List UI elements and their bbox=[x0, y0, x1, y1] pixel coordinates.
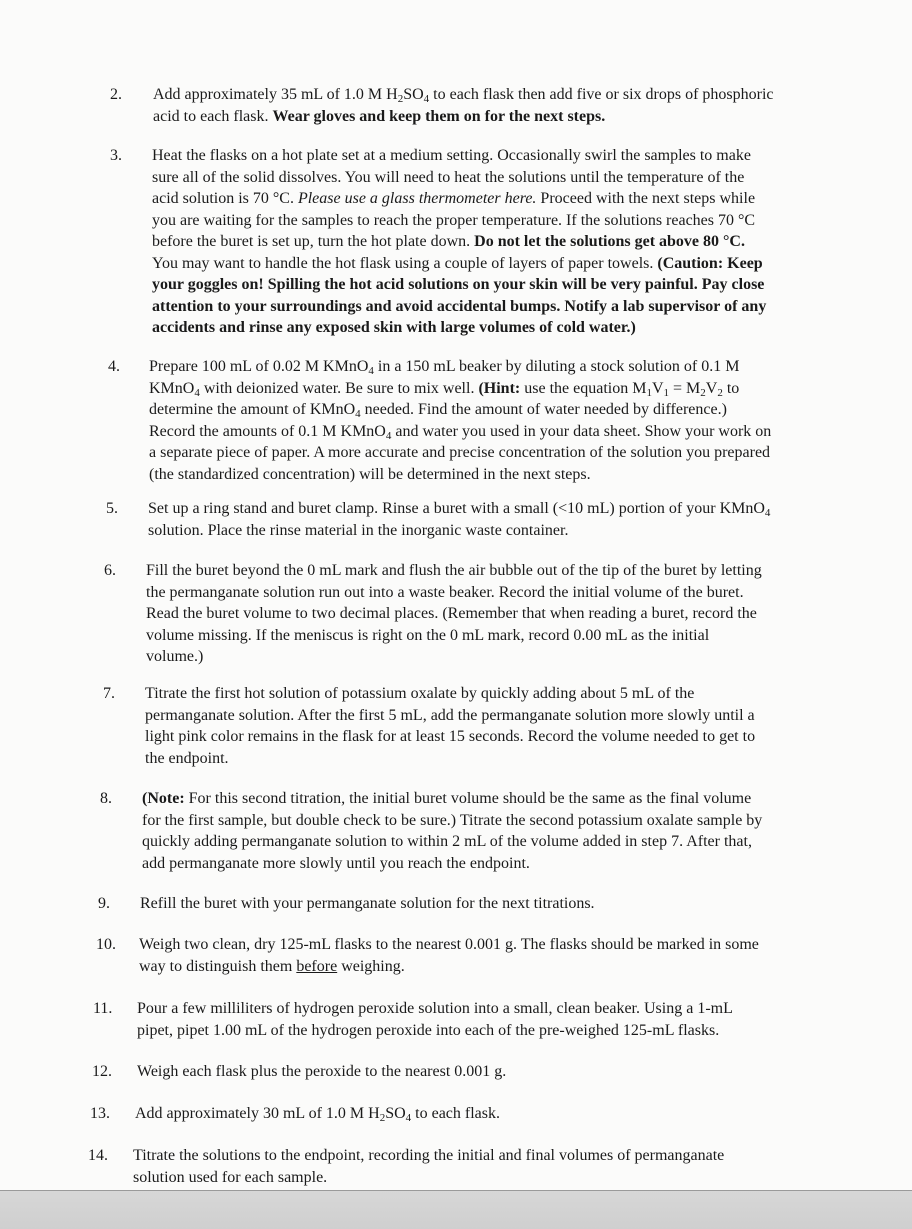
text-segment: Record the amounts of 0.1 M KMnO bbox=[149, 422, 386, 440]
step-number: 14. bbox=[88, 1147, 108, 1164]
text-segment: the permanganate solution run out into a waste beaker. Record the initial volume of the buret. bbox=[146, 583, 744, 601]
text-segment: 1 bbox=[646, 386, 652, 399]
text-segment: volume.) bbox=[146, 648, 204, 665]
text-segment: light pink color remains in the flask for at least 15 seconds. Record the volume needed to get to bbox=[145, 728, 756, 745]
text-line bbox=[152, 210, 766, 232]
text-segment: V bbox=[651, 379, 664, 397]
text-segment: before the buret is set up, turn the hot plate down. bbox=[152, 233, 475, 250]
step-text bbox=[145, 683, 755, 769]
text-line bbox=[145, 748, 755, 770]
step-number: 12. bbox=[92, 1063, 112, 1080]
text-segment: Weigh each flask plus the peroxide to the nearest 0.001 g. bbox=[137, 1063, 507, 1080]
text-segment: 4 bbox=[423, 93, 430, 105]
text-segment: 2 bbox=[717, 386, 723, 399]
step-number: 5. bbox=[106, 500, 118, 517]
text-segment: Weigh two clean, dry 125-mL flasks to the nearest 0.001 g. The flasks should be marked in some bbox=[139, 936, 759, 953]
text-segment: with deionized water. Be sure to mix well. bbox=[199, 379, 479, 397]
text-segment: 4 bbox=[405, 1112, 412, 1124]
text-segment: (the standardized concentration) will be determined in the next steps. bbox=[149, 465, 591, 483]
text-segment: attention to your surroundings and avoid accidental bumps. Notify a lab supervisor of any bbox=[152, 297, 767, 315]
text-segment: Add approximately 35 mL of 1.0 M H bbox=[153, 86, 398, 103]
text-line bbox=[152, 296, 766, 318]
step-number: 8. bbox=[100, 790, 112, 807]
text-segment: 2 bbox=[700, 386, 706, 399]
text-segment: before bbox=[296, 957, 338, 975]
text-segment: permanganate solution. After the first 5 mL, add the permanganate solution more slowly until a bbox=[145, 706, 755, 724]
text-line bbox=[152, 253, 766, 275]
text-segment: = M bbox=[669, 379, 701, 397]
text-line bbox=[145, 726, 755, 748]
text-segment: Prepare 100 mL of 0.02 M KMnO bbox=[149, 358, 369, 375]
text-segment: acid solution is 70 °C. bbox=[152, 190, 298, 207]
step-text bbox=[142, 788, 762, 874]
step-text bbox=[140, 893, 595, 915]
text-segment: For this second titration, the initial buret volume should be the same as the final volume bbox=[184, 790, 752, 807]
text-segment: Proceed with the next steps while bbox=[536, 190, 756, 207]
step-number: 2. bbox=[110, 86, 122, 103]
text-segment: in a 150 mL beaker by diluting a stock solution of 0.1 M bbox=[373, 358, 740, 375]
text-segment: Wear gloves and keep them on for the next steps. bbox=[272, 107, 606, 125]
text-line bbox=[140, 893, 595, 915]
text-line bbox=[133, 1145, 724, 1167]
text-line bbox=[145, 705, 755, 727]
text-line bbox=[137, 1020, 733, 1042]
text-segment: Pour a few milliliters of hydrogen peroxide solution into a small, clean beaker. Using a 1-mL bbox=[137, 1000, 733, 1017]
text-segment: 4 bbox=[355, 408, 361, 420]
step-number: 13. bbox=[90, 1105, 110, 1122]
text-segment: V bbox=[705, 379, 718, 397]
step-text bbox=[152, 145, 766, 339]
text-line bbox=[133, 1167, 724, 1189]
text-segment: Please use a glass thermometer here. bbox=[297, 190, 537, 207]
text-line bbox=[146, 560, 762, 582]
text-segment: 4 bbox=[764, 507, 771, 519]
step-text bbox=[133, 1145, 724, 1188]
viewer-bottom-bar bbox=[0, 1190, 912, 1229]
text-segment: quickly adding permanganate solution to within 2 mL of the volume added in step 7. After that, bbox=[142, 833, 752, 850]
text-segment: You may want to handle the hot flask using a couple of layers of paper towels. bbox=[152, 254, 658, 272]
text-line bbox=[139, 956, 759, 978]
text-line bbox=[149, 442, 771, 464]
text-segment: way to distinguish them bbox=[139, 957, 297, 975]
text-line bbox=[135, 1103, 500, 1125]
text-line bbox=[142, 810, 762, 832]
text-segment: solution. Place the rinse material in the inorganic waste container. bbox=[148, 521, 569, 539]
text-line bbox=[148, 498, 770, 520]
text-line bbox=[146, 603, 762, 625]
text-segment: to each flask then add five or six drops of phosphoric bbox=[429, 86, 774, 103]
text-segment: (Hint: bbox=[478, 379, 521, 397]
text-segment: a separate piece of paper. A more accurate and precise concentration of the solution you prepared bbox=[149, 444, 771, 461]
text-segment: pipet, pipet 1.00 mL of the hydrogen peroxide into each of the pre-weighed 125-mL flasks. bbox=[137, 1021, 720, 1039]
text-segment: 1 bbox=[663, 386, 669, 399]
text-segment: Titrate the solutions to the endpoint, recording the initial and final volumes of permanganate bbox=[133, 1147, 725, 1164]
text-segment: Set up a ring stand and buret clamp. Rinse a buret with a small (<10 mL) portion of your KMnO bbox=[148, 500, 765, 517]
text-line bbox=[137, 1061, 506, 1083]
text-line bbox=[149, 378, 771, 400]
text-segment: and water you used in your data sheet. Show your work on bbox=[391, 422, 772, 440]
text-line bbox=[149, 464, 771, 486]
text-segment: your goggles on! Spilling the hot acid solutions on your skin will be very painful. Pay close bbox=[152, 276, 765, 293]
text-segment: 2 bbox=[379, 1112, 386, 1124]
text-line bbox=[142, 831, 762, 853]
text-line bbox=[152, 188, 766, 210]
step-number: 6. bbox=[104, 562, 116, 579]
text-segment: 4 bbox=[368, 365, 374, 377]
text-segment: add permanganate more slowly until you reach the endpoint. bbox=[142, 854, 530, 872]
step-text bbox=[139, 934, 759, 977]
text-segment: Read the buret volume to two decimal places. (Remember that when reading a buret, record the bbox=[146, 605, 757, 622]
text-segment: for the first sample, but double check to be sure.) Titrate the second potassium oxalate sample by bbox=[142, 811, 763, 829]
text-segment: to each flask. bbox=[411, 1105, 501, 1122]
text-segment: (Caution: Keep bbox=[657, 254, 763, 272]
text-line bbox=[146, 582, 762, 604]
step-text bbox=[148, 498, 770, 541]
text-line bbox=[149, 356, 771, 378]
text-line bbox=[148, 520, 770, 542]
text-line bbox=[142, 853, 762, 875]
text-segment: 4 bbox=[194, 386, 200, 399]
text-segment: 2 bbox=[397, 93, 404, 105]
text-segment: solution used for each sample. bbox=[133, 1168, 328, 1186]
text-segment: Titrate the first hot solution of potassium oxalate by quickly adding about 5 mL of the bbox=[145, 685, 695, 702]
text-segment: (Note: bbox=[142, 790, 185, 807]
text-line bbox=[152, 274, 766, 296]
step-number: 10. bbox=[96, 936, 116, 953]
text-segment: Refill the buret with your permanganate solution for the next titrations. bbox=[140, 895, 595, 912]
text-segment: Fill the buret beyond the 0 mL mark and flush the air bubble out of the tip of the buret by letting bbox=[146, 562, 762, 579]
text-segment: weighing. bbox=[337, 957, 405, 975]
text-line bbox=[152, 167, 766, 189]
text-line bbox=[152, 145, 766, 167]
text-segment: volume missing. If the meniscus is right on the 0 mL mark, record 0.00 mL as the initial bbox=[146, 626, 710, 644]
text-segment: to bbox=[722, 379, 740, 397]
text-segment: use the equation M bbox=[520, 379, 647, 397]
step-number: 3. bbox=[110, 147, 122, 164]
text-segment: 4 bbox=[385, 429, 392, 442]
text-line bbox=[152, 231, 766, 253]
text-segment: the endpoint. bbox=[145, 749, 229, 767]
step-number: 9. bbox=[98, 895, 110, 912]
text-line bbox=[139, 934, 759, 956]
text-line bbox=[153, 84, 774, 106]
text-line bbox=[149, 399, 771, 421]
step-number: 7. bbox=[103, 685, 115, 702]
text-segment: sure all of the solid dissolves. You will need to heat the solutions until the temperature of the bbox=[152, 168, 745, 186]
text-segment: needed. Find the amount of water needed by difference.) bbox=[360, 401, 727, 418]
step-text bbox=[149, 356, 771, 485]
step-number: 11. bbox=[93, 1000, 113, 1017]
text-line bbox=[152, 317, 766, 339]
text-segment: you are waiting for the samples to reach the proper temperature. If the solutions reaches 70 °C bbox=[152, 211, 756, 229]
step-text bbox=[135, 1103, 500, 1125]
step-text bbox=[137, 1061, 506, 1083]
text-segment: acid to each flask. bbox=[153, 107, 273, 125]
text-segment: SO bbox=[403, 86, 424, 103]
text-segment: accidents and rinse any exposed skin with large volumes of cold water.) bbox=[152, 319, 636, 336]
text-segment: KMnO bbox=[149, 379, 195, 397]
step-text bbox=[153, 84, 774, 127]
text-segment: determine the amount of KMnO bbox=[149, 401, 356, 418]
step-number: 4. bbox=[108, 358, 120, 375]
step-text bbox=[146, 560, 762, 668]
step-text bbox=[137, 998, 733, 1041]
text-segment: Do not let the solutions get above 80 °C. bbox=[474, 233, 745, 250]
text-segment: Heat the flasks on a hot plate set at a medium setting. Occasionally swirl the samples to make bbox=[152, 147, 751, 164]
text-line bbox=[137, 998, 733, 1020]
text-line bbox=[145, 683, 755, 705]
text-line bbox=[153, 106, 774, 128]
text-line bbox=[146, 646, 762, 668]
text-line bbox=[149, 421, 771, 443]
text-line bbox=[146, 625, 762, 647]
text-line bbox=[142, 788, 762, 810]
text-segment: SO bbox=[385, 1105, 406, 1122]
text-segment: Add approximately 30 mL of 1.0 M H bbox=[135, 1105, 380, 1122]
